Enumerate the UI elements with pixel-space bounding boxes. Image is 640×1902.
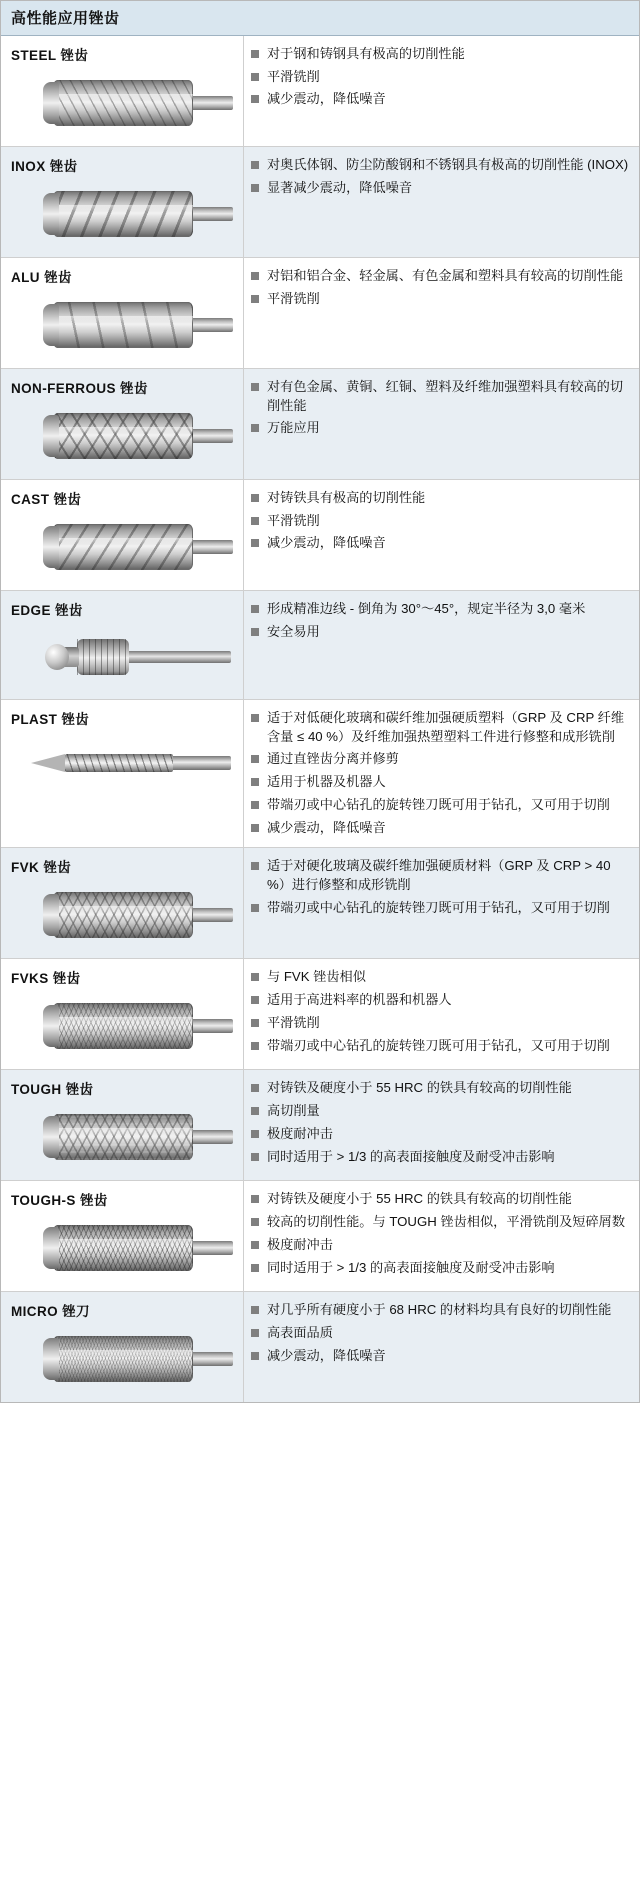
tooth-pattern — [53, 302, 193, 348]
list-item: 同时适用于 > 1/3 的高表面接触度及耐受冲击影响 — [250, 1259, 631, 1278]
burr-cylinder-non-ferrous-icon — [17, 401, 232, 471]
cut-name: ALU 锉齿 — [11, 270, 72, 285]
table-row — [1, 959, 639, 1070]
list-item: 极度耐冲击 — [250, 1236, 631, 1255]
feature-list — [250, 857, 631, 917]
list-item: 对于钢和铸钢具有极高的切削性能 — [250, 45, 631, 64]
feature-list — [250, 489, 631, 553]
row-illustration-cell — [1, 591, 244, 699]
burr-shank — [189, 1241, 233, 1255]
cut-name: NON-FERROUS 锉齿 — [11, 381, 148, 396]
burr-body — [53, 413, 193, 459]
burr-shank — [189, 1019, 233, 1033]
feature-list — [250, 267, 631, 308]
feature-list — [250, 1301, 631, 1365]
burr-cylinder-tough-s-icon — [17, 1213, 232, 1283]
burr-head — [77, 639, 129, 675]
row-illustration-cell — [1, 1070, 244, 1180]
feature-list — [250, 968, 631, 1055]
burr-cylinder-fvk-icon — [17, 880, 232, 950]
cut-name: FVKS 锉齿 — [11, 971, 81, 987]
cut-name: TOUGH-S 锉齿 — [11, 1193, 108, 1209]
burr-cylinder-inox-icon — [17, 179, 232, 249]
burr-shank — [189, 318, 233, 332]
burr-cylinder-cast-icon — [17, 512, 232, 582]
burr-body — [53, 1225, 193, 1271]
feature-list — [250, 600, 631, 641]
list-item: 万能应用 — [250, 419, 631, 438]
row-illustration-cell — [1, 36, 244, 146]
list-item: 减少震动，降低噪音 — [250, 534, 631, 553]
list-item: 通过直锉齿分离并修剪 — [250, 750, 631, 769]
page-title: 高性能应用锉齿 — [1, 1, 639, 36]
cut-name: INOX 锉齿 — [11, 159, 78, 174]
list-item: 对奥氏体钢、防尘防酸钢和不锈钢具有极高的切削性能 (INOX) — [250, 156, 631, 175]
row-features-cell — [244, 258, 639, 368]
list-item: 极度耐冲击 — [250, 1125, 631, 1144]
list-item: 平滑铣削 — [250, 290, 631, 309]
cut-name: CAST 锉齿 — [11, 492, 82, 507]
row-features-cell — [244, 959, 639, 1069]
list-item: 减少震动，降低噪音 — [250, 1347, 631, 1366]
burr-body — [53, 524, 193, 570]
burr-edge-radius-icon — [17, 623, 232, 691]
list-item: 带端刃或中心钻孔的旋转锉刀既可用于钻孔，又可用于切削 — [250, 1037, 631, 1056]
cut-name: STEEL 锉齿 — [11, 48, 89, 63]
table-row — [1, 480, 639, 591]
feature-list — [250, 1190, 631, 1277]
row-illustration-cell — [1, 848, 244, 958]
list-item: 对铸铁及硬度小于 55 HRC 的铁具有较高的切削性能 — [250, 1190, 631, 1209]
feature-list — [250, 45, 631, 109]
list-item: 平滑铣削 — [250, 68, 631, 87]
burr-body — [53, 1336, 193, 1382]
row-features-cell — [244, 480, 639, 590]
row-features-cell — [244, 848, 639, 958]
burr-tip — [43, 415, 59, 457]
tooth-pattern — [53, 524, 193, 570]
feature-list — [250, 378, 631, 438]
burr-body — [53, 1003, 193, 1049]
list-item: 对铸铁具有极高的切削性能 — [250, 489, 631, 508]
feature-list — [250, 709, 631, 837]
burr-tip — [43, 526, 59, 568]
row-features-cell — [244, 591, 639, 699]
table-row — [1, 848, 639, 959]
tooth-pattern — [53, 80, 193, 126]
burr-body — [53, 80, 193, 126]
row-features-cell — [244, 1292, 639, 1402]
row-illustration-cell — [1, 258, 244, 368]
feature-list — [250, 1079, 631, 1166]
list-item: 对几乎所有硬度小于 68 HRC 的材料均具有良好的切削性能 — [250, 1301, 631, 1320]
burr-cylinder-tough-icon — [17, 1102, 232, 1172]
burr-body — [53, 191, 193, 237]
list-item: 安全易用 — [250, 623, 631, 642]
tooth-pattern — [53, 1225, 193, 1271]
row-features-cell — [244, 700, 639, 847]
burr-body — [53, 1114, 193, 1160]
burr-cylinder-fvks-icon — [17, 991, 232, 1061]
burr-plast-pointed-icon — [17, 732, 232, 794]
row-features-cell — [244, 369, 639, 479]
row-features-cell — [244, 147, 639, 257]
tooth-pattern — [53, 1003, 193, 1049]
burr-shank — [189, 96, 233, 110]
burr-tip — [43, 304, 59, 346]
list-item: 形成精准边线 - 倒角为 30°～45°，规定半径为 3,0 毫米 — [250, 600, 631, 619]
burr-shank — [189, 1352, 233, 1366]
list-item: 减少震动，降低噪音 — [250, 819, 631, 838]
table-row — [1, 369, 639, 480]
row-illustration-cell — [1, 480, 244, 590]
row-illustration-cell — [1, 369, 244, 479]
list-item: 适用于高进料率的机器和机器人 — [250, 991, 631, 1010]
list-item: 适于对硬化玻璃及碳纤维加强硬质材料（GRP 及 CRP > 40 %）进行修整和成形铣削 — [250, 857, 631, 894]
table-row — [1, 1181, 639, 1292]
row-illustration-cell — [1, 1292, 244, 1402]
list-item: 对铝和铝合金、轻金属、有色金属和塑料具有较高的切削性能 — [250, 267, 631, 286]
list-item: 带端刃或中心钻孔的旋转锉刀既可用于钻孔，又可用于切削 — [250, 899, 631, 918]
table-row — [1, 258, 639, 369]
burr-tip — [43, 193, 59, 235]
list-item: 适于对低硬化玻璃和碳纤维加强硬质塑料（GRP 及 CRP 纤维含量 ≤ 40 %）及纤维加强热塑塑料工件进行修整和成形铣削 — [250, 709, 631, 746]
burr-shank — [189, 540, 233, 554]
list-item: 对有色金属、黄铜、红铜、塑料及纤维加强塑料具有较高的切削性能 — [250, 378, 631, 415]
list-item: 高表面品质 — [250, 1324, 631, 1343]
burr-shank — [127, 651, 231, 663]
cut-name: PLAST 锉齿 — [11, 712, 90, 727]
burr-tip — [43, 1116, 59, 1158]
burr-shank — [189, 1130, 233, 1144]
list-item: 对铸铁及硬度小于 55 HRC 的铁具有较高的切削性能 — [250, 1079, 631, 1098]
burr-tip — [43, 82, 59, 124]
burr-tip — [43, 894, 59, 936]
burr-body — [53, 302, 193, 348]
row-illustration-cell — [1, 700, 244, 847]
burr-cylinder-steel-icon — [17, 68, 232, 138]
burr-tip — [43, 1005, 59, 1047]
list-item: 平滑铣削 — [250, 512, 631, 531]
row-illustration-cell — [1, 147, 244, 257]
tooth-pattern — [53, 413, 193, 459]
list-item: 平滑铣削 — [250, 1014, 631, 1033]
rows-container — [1, 36, 639, 1402]
burr-body — [65, 754, 173, 772]
cut-name: FVK 锉齿 — [11, 860, 72, 876]
list-item: 适用于机器及机器人 — [250, 773, 631, 792]
burr-tip — [43, 1338, 59, 1380]
cut-name: EDGE 锉齿 — [11, 603, 83, 618]
list-item: 同时适用于 > 1/3 的高表面接触度及耐受冲击影响 — [250, 1148, 631, 1167]
list-item: 高切削量 — [250, 1102, 631, 1121]
table-row — [1, 36, 639, 147]
cut-name: TOUGH 锉齿 — [11, 1082, 94, 1098]
feature-list — [250, 156, 631, 197]
cut-name: MICRO 锉刀 — [11, 1304, 90, 1320]
tooth-pattern — [53, 191, 193, 237]
list-item: 减少震动，降低噪音 — [250, 90, 631, 109]
burr-shank — [171, 756, 231, 770]
list-item: 显著减少震动，降低噪音 — [250, 179, 631, 198]
burr-cylinder-alu-icon — [17, 290, 232, 360]
burr-shank — [189, 207, 233, 221]
list-item: 较高的切削性能。与 TOUGH 锉齿相似，平滑铣削及短碎屑数 — [250, 1213, 631, 1232]
burr-point-tip — [31, 754, 65, 772]
row-features-cell — [244, 36, 639, 146]
table-row — [1, 1070, 639, 1181]
burr-tip — [43, 1227, 59, 1269]
table-row — [1, 700, 639, 848]
row-illustration-cell — [1, 1181, 244, 1291]
tooth-pattern — [53, 1336, 193, 1382]
table-row — [1, 147, 639, 258]
burr-body — [53, 892, 193, 938]
tooth-pattern — [53, 892, 193, 938]
list-item: 与 FVK 锉齿相似 — [250, 968, 631, 987]
burr-cylinder-micro-icon — [17, 1324, 232, 1394]
table-row — [1, 1292, 639, 1402]
burr-shank — [189, 429, 233, 443]
tooth-pattern — [53, 1114, 193, 1160]
burr-guide-ball — [45, 644, 69, 670]
burr-shank — [189, 908, 233, 922]
table-row — [1, 591, 639, 700]
row-features-cell — [244, 1181, 639, 1291]
row-illustration-cell — [1, 959, 244, 1069]
row-features-cell — [244, 1070, 639, 1180]
list-item: 带端刃或中心钻孔的旋转锉刀既可用于钻孔，又可用于切削 — [250, 796, 631, 815]
